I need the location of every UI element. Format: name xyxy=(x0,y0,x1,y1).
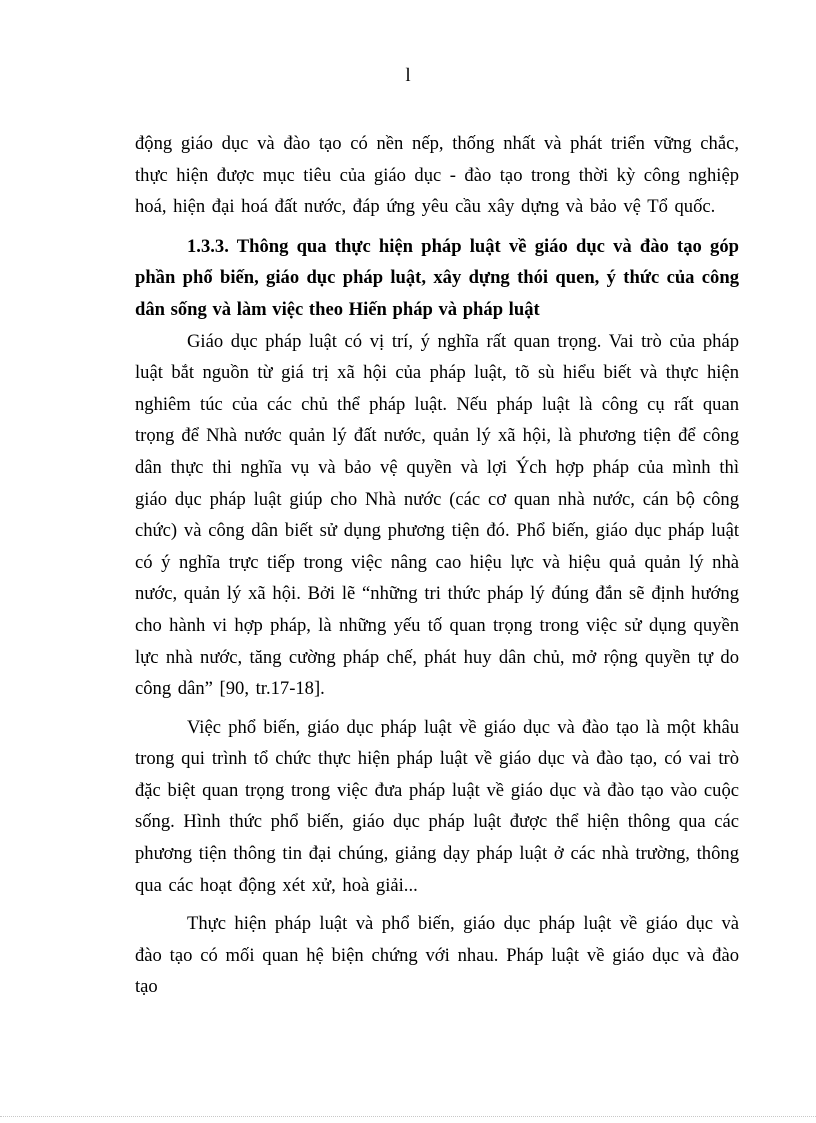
paragraph-legal-education: Giáo dục pháp luật có vị trí, ý nghĩa rất quan trọng. Vai trò của pháp luật bắt nguồn từ giá trị xã hội của pháp luật, tõ sù hiểu biết và thực hiện nghiêm túc của các chủ thể pháp luật. Nếu pháp luật là công cụ rất quan trọng để Nhà nước quản lý đất nước, quản lý xã hội, là phương tiện để công dân thực thi nghĩa vụ và bảo vệ quyền và lợi Ých hợp pháp của mình thì giáo dục pháp luật giúp cho Nhà nước (các cơ quan nhà nước, cán bộ công chức) và công dân biết sử dụng phương tiện đó. Phổ biến, giáo dục pháp luật có ý nghĩa trực tiếp trong việc nâng cao hiệu lực và hiệu quả quản lý nhà nước, quản lý xã hội. Bởi lẽ “những tri thức pháp lý đúng đắn sẽ định hướng cho hành vi hợp pháp, là những yếu tố quan trọng trong việc sử dụng quyền lực nhà nước, tăng cường pháp chế, phát huy dân chủ, mở rộng quyền tự do công dân” [90, tr.17-18]. xyxy=(135,330,739,700)
paragraph-continuation: động giáo dục và đào tạo có nền nếp, thống nhất và phát triển vững chắc, thực hiện được mục tiêu của giáo dục - đào tạo trong thời kỳ công nghiệp hoá, hiện đại hoá đất nước, đáp ứng yêu cầu xây dựng và bảo vệ Tổ quốc. xyxy=(135,133,739,218)
page-number: l xyxy=(405,65,411,86)
document-body xyxy=(135,128,739,1003)
paragraph-relationship: Thực hiện pháp luật và phổ biến, giáo dục pháp luật về giáo dục và đào tạo có mối quan hệ biện chứng với nhau. Pháp luật về giáo dục và đào tạo xyxy=(135,913,739,998)
paragraph-dissemination: Việc phổ biến, giáo dục pháp luật về giáo dục và đào tạo là một khâu trong qui trình tổ chức thực hiện pháp luật về giáo dục và đào tạo, có vai trò đặc biệt quan trọng trong việc đưa pháp luật về giáo dục và đào tạo vào cuộc sống. Hình thức phổ biến, giáo dục pháp luật được thể hiện thông qua các phương tiện thông tin đại chúng, giảng dạy pháp luật ở các nhà trường, thông qua các hoạt động xét xử, hoà giải... xyxy=(135,716,739,896)
page-bottom-border xyxy=(0,1116,816,1117)
section-heading: 1.3.3. Thông qua thực hiện pháp luật về giáo dục và đào tạo góp phần phổ biến, giáo dục pháp luật, xây dựng thói quen, ý thức của công dân sống và làm việc theo Hiến pháp và pháp luật xyxy=(135,235,739,320)
